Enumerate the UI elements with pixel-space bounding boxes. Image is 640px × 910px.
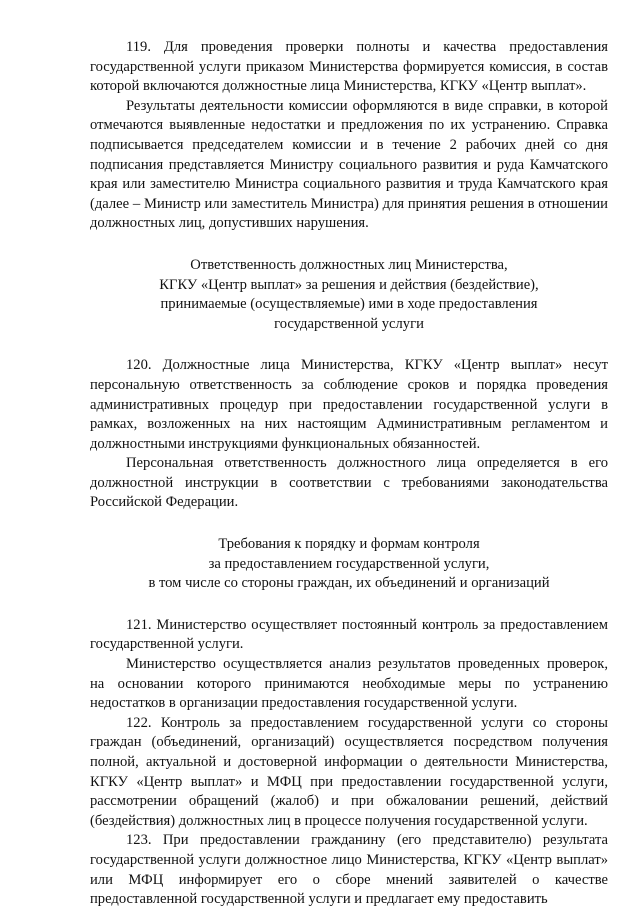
paragraph-123-feedback: 123. При предоставлении гражданину (его представителю) результата государственной услуги должностное лицо Министерства, КГКУ «Центр выплат» или МФЦ информирует его о сборе мнений заявителей о качестве предоставленной государственной услуги и предлагает ему предоставить bbox=[90, 832, 608, 908]
paragraph-119-results: Результаты деятельности комиссии оформляются в виде справки, в которой отмечаются выявленные недостатки и предложения по их устранению. Справка подписывается председателем комиссии и в течение 2 рабочих дней со дня подписания представляется Министру социального развития и руда Камчатского края или заместителю Министра социального развития и труда Камчатского края (далее – Министр или заместитель Министра) для принятия решения в отношении должностных лиц, допустивших нарушения. bbox=[90, 97, 608, 232]
paragraph-121-control: 121. Министерство осуществляет постоянный контроль за предоставлением государственной услуги. bbox=[90, 616, 608, 653]
heading-line: в том числе со стороны граждан, их объединений и организаций bbox=[148, 575, 550, 592]
heading-line: принимаемые (осуществляемые) ими в ходе предоставления bbox=[160, 296, 538, 313]
heading-line: за предоставлением государственной услуги, bbox=[208, 555, 490, 572]
section-heading-control bbox=[90, 535, 608, 594]
paragraph-119-commission: 119. Для проведения проверки полноты и качества предоставления государственной услуги приказом Министерства формируется комиссия, в состав которой включаются должностные лица Министерства, КГКУ «Центр выплат». bbox=[90, 39, 608, 95]
heading-line: государственной услуги bbox=[274, 315, 424, 332]
heading-line: Ответственность должностных лиц Министерства, bbox=[190, 256, 508, 273]
document-page bbox=[90, 38, 608, 910]
paragraph-122-citizen-control: 122. Контроль за предоставлением государственной услуги со стороны граждан (объединений, организаций) осуществляется посредством получения полной, актуальной и достоверной информации о деятельности Министерства, КГКУ «Центр выплат» и МФЦ при предоставлении государственной услуги, рассмотрении обращений (жалоб) и при обжаловании решений, действий (бездействия) должностных лиц в процессе получения государственной услуги. bbox=[90, 714, 608, 829]
heading-line: Требования к порядку и формам контроля bbox=[218, 536, 480, 553]
section-heading-responsibility bbox=[90, 256, 608, 334]
paragraph-121-analysis: Министерство осуществляется анализ результатов проведенных проверок, на основании которого принимаются необходимые меры по устранению недостатков в организации предоставления государственной услуги. bbox=[90, 656, 608, 712]
paragraph-120-liability: 120. Должностные лица Министерства, КГКУ «Центр выплат» несут персональную ответственность за соблюдение сроков и порядка проведения административных процедур при предоставлении государственной услуги в рамках, возложенных на них настоящим Административным регламентом и должностными инструкциями функциональных обязанностей. bbox=[90, 357, 608, 452]
heading-line: КГКУ «Центр выплат» за решения и действия (бездействие), bbox=[159, 276, 539, 293]
paragraph-120-personal: Персональная ответственность должностного лица определяется в его должностной инструкции в соответствии с требованиями законодательства Российской Федерации. bbox=[90, 455, 608, 511]
